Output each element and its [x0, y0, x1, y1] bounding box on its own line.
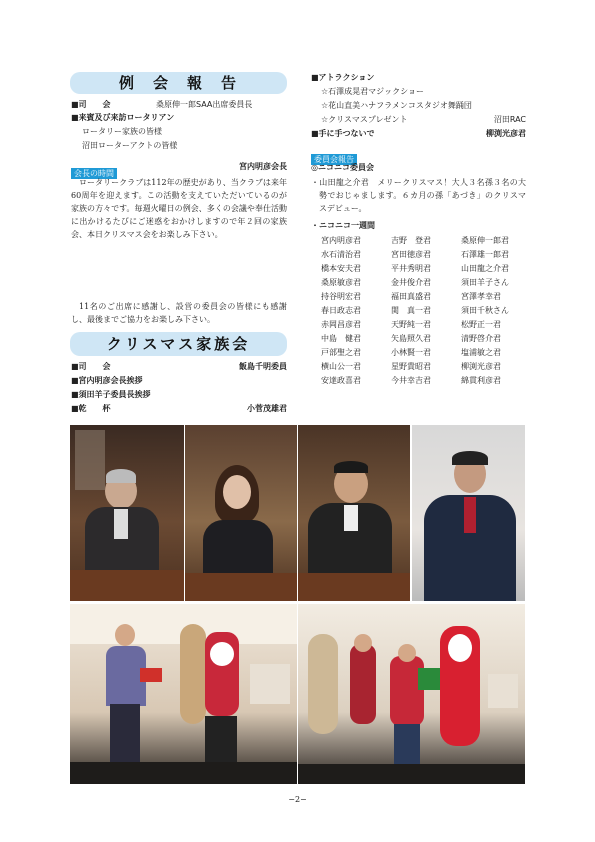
photo-committee-chair-speech — [298, 425, 410, 601]
hand-row — [311, 128, 526, 140]
xmas-title-banner — [70, 332, 287, 356]
xmas-mc-value: 飯島千明委員 — [239, 362, 287, 371]
member-name: 吉野 登君 — [391, 236, 431, 245]
member-row — [321, 234, 531, 248]
member-row — [321, 304, 531, 318]
member-row — [321, 360, 531, 374]
photo-president-speech — [70, 425, 184, 601]
president-paragraph-2: 11名のご出席に感謝し、設営の委員会の皆様にも感謝し、最後までご協力をお楽しみ下さい。 — [71, 302, 287, 324]
guests-row — [71, 112, 174, 124]
member-name: 石澤雄一郎君 — [461, 250, 509, 259]
member-name: 橋本安夫君 — [321, 264, 361, 273]
member-row — [321, 248, 531, 262]
member-name: 赤岡昌彦君 — [321, 320, 361, 329]
photo-woman-speech — [185, 425, 297, 601]
attraction-3-row — [321, 114, 526, 126]
toast-row — [71, 403, 287, 415]
xmas-mc-row — [71, 361, 287, 373]
member-name: 中島 健君 — [321, 334, 361, 343]
visitor-2: 沼田ローターアクトの皆様 — [82, 141, 178, 150]
niko-text: ・山田龍之介君 メリークリスマス！大人３名孫３名の大勢でおじゃまします。６カ月の孫「あづき」のクリスマスデビュー。 — [311, 178, 526, 213]
member-name: 矢島照久君 — [391, 334, 431, 343]
president-label: 会長の時間 — [71, 168, 117, 179]
hand-name: 柳渕光彦君 — [486, 129, 526, 138]
photo-toast — [412, 425, 525, 601]
attraction-1: ☆石澤成晃君マジックショー — [321, 87, 425, 96]
member-name: 関 真一君 — [391, 306, 431, 315]
attraction-2: ☆花山直美ハナフラメンコスタジオ舞踊団 — [321, 101, 472, 110]
toast-value: 小菅茂雄君 — [247, 404, 287, 413]
member-row — [321, 318, 531, 332]
member-name: 小林賢一君 — [391, 348, 431, 357]
member-name: 天野純一君 — [391, 320, 431, 329]
member-name: 柳渕光彦君 — [461, 362, 501, 371]
mc-value: 桑原伸一郎SAA出席委員長 — [156, 100, 253, 109]
member-name: 横山公一君 — [321, 362, 361, 371]
member-name: 桑原敏彦君 — [321, 278, 361, 287]
toast-label: ■乾 杯 — [71, 404, 111, 413]
member-name: 松野正一君 — [461, 320, 501, 329]
page-number: −2− — [288, 795, 307, 804]
member-name: 山田龍之介君 — [461, 264, 509, 273]
member-name: 須田羊子さん — [461, 278, 509, 287]
mc-row — [71, 99, 287, 111]
xmas-greeting-2: ■須田羊子委員長挨拶 — [71, 390, 151, 399]
member-name: 安達政喜君 — [321, 376, 361, 385]
visitor-1: ロータリー家族の皆様 — [82, 127, 162, 136]
member-name: 星野貴昭君 — [391, 362, 431, 371]
attraction-3: ☆クリスマスプレゼント — [321, 115, 408, 124]
member-row — [321, 346, 531, 360]
xmas-greeting-1: ■宮内明彦会長挨拶 — [71, 376, 143, 385]
photo-child-presents — [70, 604, 297, 784]
photo-santa-gifts — [298, 604, 525, 784]
member-name: 宮澤孝幸君 — [461, 292, 501, 301]
member-row — [321, 374, 531, 388]
member-row — [321, 262, 531, 276]
niko-title: ◎ニコニコ委員会 — [311, 163, 374, 172]
hand-label: ■手に手つないで — [311, 129, 375, 138]
member-name: 戸部聖之君 — [321, 348, 361, 357]
member-name: 綿貫利彦君 — [461, 376, 501, 385]
member-name: 宮田徳彦君 — [391, 250, 431, 259]
attraction-3-right: 沼田RAC — [493, 115, 526, 124]
member-name: 福田真盛君 — [391, 292, 431, 301]
president-row — [71, 161, 287, 178]
member-name: 水石清治君 — [321, 250, 361, 259]
member-name: 今井幸吉君 — [391, 376, 431, 385]
president-name: 宮内明彦会長 — [239, 162, 287, 171]
member-name: 塩浦敏之君 — [461, 348, 501, 357]
member-name: 清野啓介君 — [461, 334, 501, 343]
xmas-title: クリスマス家族会 — [106, 335, 251, 353]
member-name: 持谷明宏君 — [321, 292, 361, 301]
xmas-mc-label: ■司 会 — [71, 362, 111, 371]
committee-label: 委員会報告 — [311, 154, 357, 165]
attraction-title: ■アトラクション — [311, 73, 375, 82]
member-row — [321, 290, 531, 304]
mc-label: ■司 会 — [71, 100, 111, 109]
member-row — [321, 276, 531, 290]
member-name: 平井秀明君 — [391, 264, 431, 273]
member-name: 春日政志君 — [321, 306, 361, 315]
member-name: 金井俊介君 — [391, 278, 431, 287]
report-title: 例 会 報 告 — [118, 74, 238, 92]
member-name: 桑原伸一郎君 — [461, 236, 509, 245]
president-paragraph-1: ロータリークラブは112年の歴史があり、当クラブは来年60周年を迎えます。この活動を支えていただいているのが家族の方々です。毎週火曜日の例会、多くの会議や奉仕活動に出かけるたびにご迷惑をおかけしますので年２回の家族会、本日クリスマス会をお楽しみ下さい。 — [71, 178, 287, 239]
report-title-banner — [70, 72, 287, 94]
member-row — [321, 332, 531, 346]
member-name: 須田千秋さん — [461, 306, 509, 315]
member-name: 宮内明彦君 — [321, 236, 361, 245]
member-list — [321, 234, 531, 388]
weekly-title: ・ニコニコ一週間 — [311, 221, 375, 230]
guests-label: ■来賓及び来訪ロータリアン — [71, 113, 175, 122]
